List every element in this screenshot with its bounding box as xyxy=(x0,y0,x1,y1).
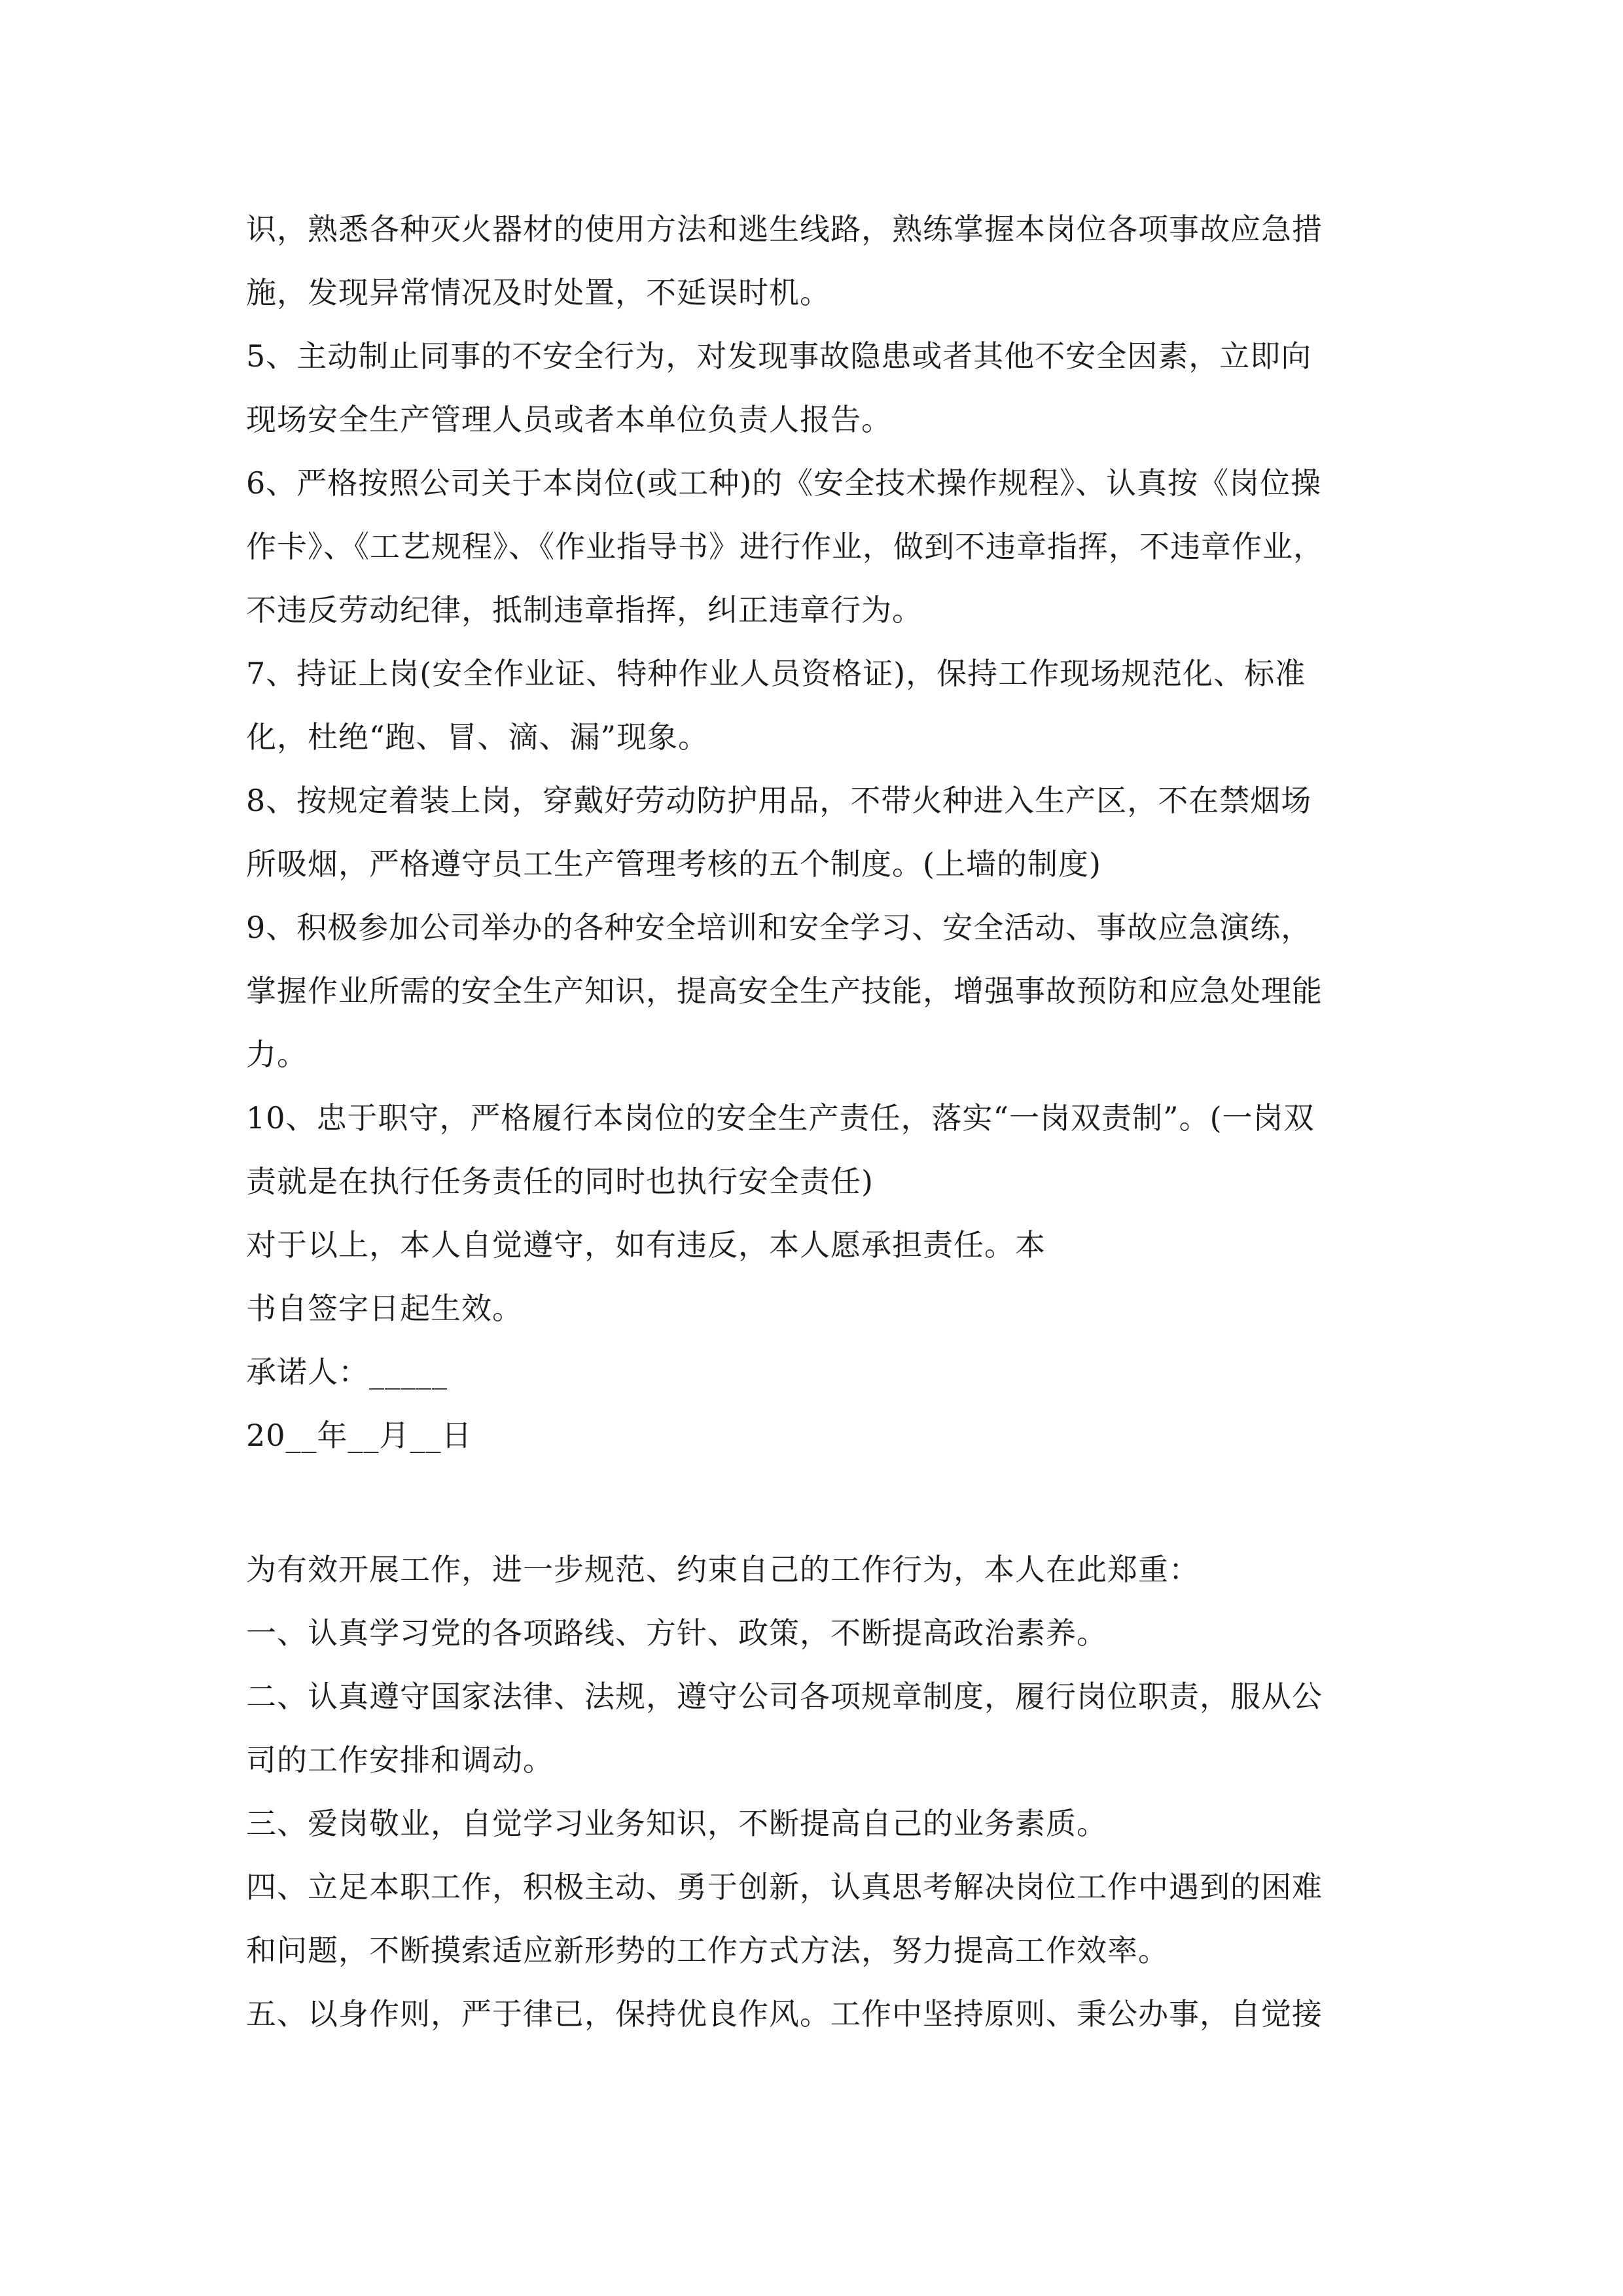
text-line: 6、严格按照公司关于本岗位(或工种)的《安全技术操作规程》、认真按《岗位操 xyxy=(246,465,1322,501)
text-line: 作卡》、《工艺规程》、《作业指导书》进行作业，做到不违章指挥，不违章作业， xyxy=(246,529,1324,564)
pledge-section xyxy=(246,1538,1385,2046)
text-line: 力。 xyxy=(246,1037,308,1072)
text-line: 二、认真遵守国家法律、法规，遵守公司各项规章制度，履行岗位职责，服从公 xyxy=(246,1679,1323,1714)
text-line: 掌握作业所需的安全生产知识，提高安全生产技能，增强事故预防和应急处理能 xyxy=(246,973,1323,1009)
text-line: 施，发现异常情况及时处置，不延误时机。 xyxy=(246,275,830,310)
text-line: 识，熟悉各种灭火器材的使用方法和逃生线路，熟练掌握本岗位各项事故应急措 xyxy=(246,211,1323,247)
text-line: 五、以身作则，严于律已，保持优良作风。工作中坚持原则、秉公办事，自觉接 xyxy=(246,1996,1323,2032)
text-line: 和问题，不断摸索适应新形势的工作方式方法，努力提高工作效率。 xyxy=(246,1933,1169,1968)
text-line: 不违反劳动纪律，抵制违章指挥，纠正违章行为。 xyxy=(246,592,923,628)
signer-line: 承诺人：_____ xyxy=(246,1354,448,1390)
text-line: 8、按规定着装上岗，穿戴好劳动防护用品，不带火种进入生产区，不在禁烟场 xyxy=(246,783,1312,818)
text-line: 一、认真学习党的各项路线、方针、政策，不断提高政治素养。 xyxy=(246,1615,1107,1651)
text-line: 司的工作安排和调动。 xyxy=(246,1742,554,1778)
text-line: 10、忠于职守，严格履行本岗位的安全生产责任，落实“一岗双责制”。(一岗双 xyxy=(246,1100,1315,1136)
text-line: 责就是在执行任务责任的同时也执行安全责任) xyxy=(246,1164,874,1199)
text-line: 对于以上，本人自觉遵守，如有违反，本人愿承担责任。本 xyxy=(246,1227,1046,1263)
text-line: 现场安全生产管理人员或者本单位负责人报告。 xyxy=(246,402,892,437)
text-line: 9、积极参加公司举办的各种安全培训和安全学习、安全活动、事故应急演练， xyxy=(246,910,1312,945)
text-line: 化，杜绝“跑、冒、滴、漏”现象。 xyxy=(246,719,709,755)
text-line: 书自签字日起生效。 xyxy=(246,1291,523,1326)
date-line: 20__年__月__日 xyxy=(246,1418,473,1453)
text-line: 为有效开展工作，进一步规范、约束自己的工作行为，本人在此郑重： xyxy=(246,1552,1200,1587)
text-line: 三、爱岗敬业，自觉学习业务知识，不断提高自己的业务素质。 xyxy=(246,1806,1107,1841)
text-line: 5、主动制止同事的不安全行为，对发现事故隐患或者其他不安全因素，立即向 xyxy=(246,338,1312,374)
responsibility-section xyxy=(246,198,1385,1467)
text-line: 所吸烟，严格遵守员工生产管理考核的五个制度。(上墙的制度) xyxy=(246,846,1101,882)
text-line: 7、持证上岗(安全作业证、特种作业人员资格证)，保持工作现场规范化、标准 xyxy=(246,656,1306,691)
text-line: 四、立足本职工作，积极主动、勇于创新，认真思考解决岗位工作中遇到的困难 xyxy=(246,1869,1323,1905)
